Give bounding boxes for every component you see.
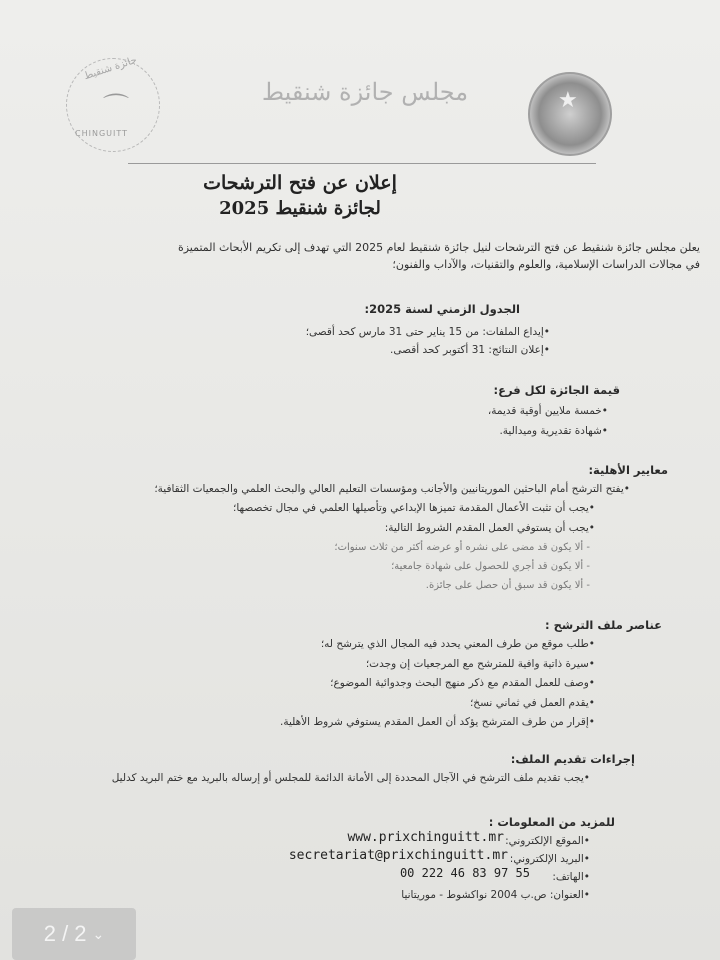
list-item: •يفتح الترشح أمام الباحثين الموريتانيين والأجانب ومؤسسات التعليم العالي والبحث العلمي والجمعيات الثقافية؛ <box>154 483 630 495</box>
sub-item: - ألا يكون قد سبق أن حصل على جائزة. <box>425 580 590 591</box>
logo-mark-icon: ⌒ <box>103 93 130 123</box>
list-item: •شهادة تقديرية وميدالية. <box>499 425 608 437</box>
list-item: •يجب تقديم ملف الترشح في الآجال المحددة إلى الأمانة الدائمة للمجلس أو إرساله بالبريد مع ختم البريد كدليل <box>111 772 590 784</box>
list-item: •خمسة ملايين أوقية قديمة، <box>487 405 608 417</box>
logo-text: CHINGUITT <box>75 129 128 138</box>
title-line-1: إعلان عن فتح الترشحات <box>203 172 397 194</box>
intro-line: في مجالات الدراسات الإسلامية، والعلوم والتقنيات، والآداب والفنون؛ <box>392 258 700 271</box>
intro-line: يعلن مجلس جائزة شنقيط عن فتح الترشحات لنيل جائزة شنقيط لعام 2025 التي تهدف إلى تكريم الأبحاث المتميزة <box>177 241 700 254</box>
page-count: 2 / 2 <box>43 921 87 946</box>
address: •العنوان: ص.ب 2004 نواكشوط - موريتانيا <box>401 889 590 901</box>
list-item: •وصف للعمل المقدم مع ذكر منهج البحث وجدوائية الموضوع؛ <box>330 677 595 689</box>
eligibility-heading: معايير الأهلية: <box>588 463 668 477</box>
submission-heading: إجراءات تقديم الملف: <box>510 752 635 766</box>
list-item: •إيداع الملفات: من 15 يناير حتى 31 مارس كحد أقصى؛ <box>305 326 550 338</box>
chevron-down-icon[interactable]: ⌄ <box>92 925 105 942</box>
council-name: مجلس جائزة شنقيط <box>261 78 469 106</box>
list-item: •طلب موقع من طرف المعني يحدد فيه المجال الذي يترشح له؛ <box>320 638 595 650</box>
list-item: •يجب أن يستوفي العمل المقدم الشروط التالية: <box>384 522 595 534</box>
sub-item: - ألا يكون قد أجري للحصول على شهادة جامعية؛ <box>391 561 590 572</box>
list-item: •يقدم العمل في ثماني نسخ؛ <box>469 697 595 709</box>
list-item: •إقرار من طرف المترشح يؤكد أن العمل المقدم يستوفي شروط الأهلية. <box>280 716 595 728</box>
website-link[interactable]: www.prixchinguitt.mr <box>347 830 504 845</box>
schedule-heading: الجدول الزمني لسنة 2025: <box>364 302 520 316</box>
sub-item: - ألا يكون قد مضى على نشره أو عرضه أكثر من ثلاث سنوات؛ <box>334 542 590 553</box>
page-indicator[interactable] <box>12 908 136 960</box>
contact-heading: للمزيد من المعلومات : <box>488 815 615 829</box>
prize-value-heading: قيمة الجائزة لكل فرع: <box>493 383 620 397</box>
national-seal-icon: ★ <box>528 72 612 156</box>
list-item: •سيرة ذاتية وافية للمترشح مع المرجعيات إن وجدت؛ <box>365 658 595 670</box>
email-link[interactable]: secretariat@prixchinguitt.mr <box>288 848 508 863</box>
list-item: •إعلان النتائج: 31 أكتوبر كحد أقصى. <box>390 344 550 356</box>
application-heading: عناصر ملف الترشح : <box>545 618 662 632</box>
logo-slogan: جائزة شنقيط <box>82 54 139 83</box>
phone-number: 00 222 46 83 97 55 <box>399 866 530 880</box>
list-item: •يجب أن تثبت الأعمال المقدمة تميزها الإبداعي وتأصيلها العلمي في مجال تخصصها؛ <box>233 502 595 514</box>
phone-label: •الهاتف: <box>552 871 590 883</box>
email-label: •البريد الإلكتروني: <box>509 853 590 865</box>
title-line-2: لجائزة شنقيط 2025 <box>219 198 381 219</box>
website-label: •الموقع الإلكتروني: <box>505 835 590 847</box>
